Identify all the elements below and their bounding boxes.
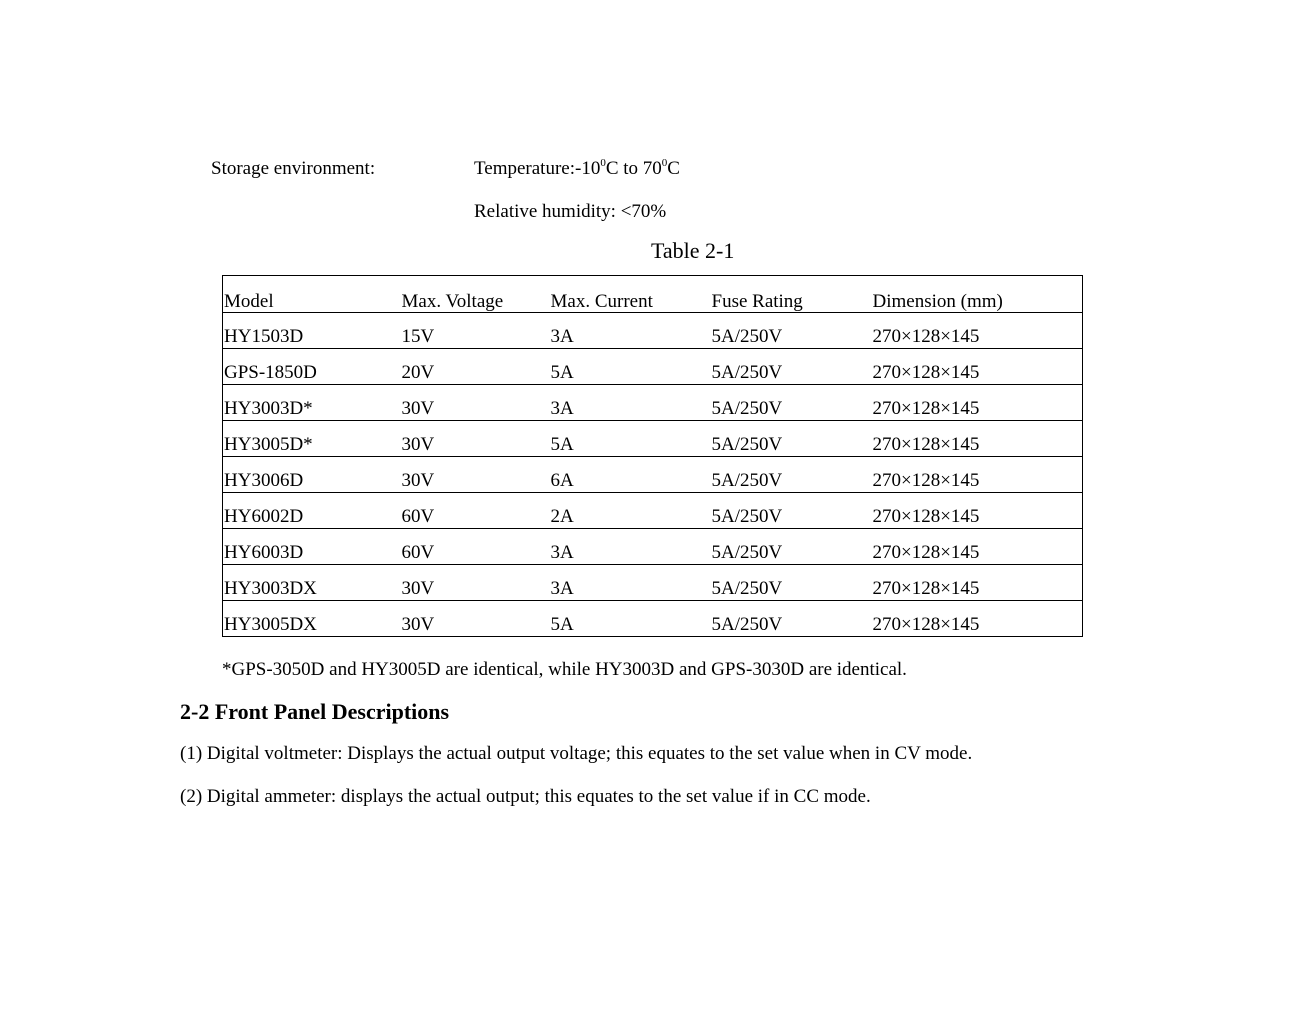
cell-model: HY1503D	[223, 313, 401, 349]
cell-model: HY6002D	[223, 493, 401, 529]
cell-max-current: 3A	[550, 565, 711, 601]
cell-model: GPS-1850D	[223, 349, 401, 385]
cell-max-voltage: 30V	[401, 601, 550, 637]
cell-max-current: 5A	[550, 421, 711, 457]
cell-max-voltage: 15V	[401, 313, 550, 349]
cell-max-voltage: 60V	[401, 493, 550, 529]
table-row	[223, 565, 1083, 601]
header-model: Model	[223, 276, 401, 313]
spec-table	[222, 275, 1083, 637]
description-digital-voltmeter: (1) Digital voltmeter: Displays the actual output voltage; this equates to the set value when in CV mode.	[180, 743, 973, 764]
header-fuse-rating: Fuse Rating	[711, 276, 872, 313]
storage-temperature: $Temperature:-10^0C$ to $70^0C$	[474, 157, 680, 179]
cell-dimension: 270×128×145	[872, 457, 1083, 493]
table-row	[223, 349, 1083, 385]
cell-fuse-rating: 5A/250V	[711, 457, 872, 493]
cell-fuse-rating: 5A/250V	[711, 565, 872, 601]
cell-model: HY3005D*	[223, 421, 401, 457]
cell-max-current: 5A	[550, 601, 711, 637]
cell-max-voltage: 30V	[401, 457, 550, 493]
cell-model: HY3006D	[223, 457, 401, 493]
header-max-current: Max. Current	[550, 276, 711, 313]
cell-max-current: 3A	[550, 385, 711, 421]
cell-dimension: 270×128×145	[872, 601, 1083, 637]
cell-fuse-rating: 5A/250V	[711, 349, 872, 385]
cell-dimension: 270×128×145	[872, 565, 1083, 601]
cell-fuse-rating: 5A/250V	[711, 493, 872, 529]
cell-fuse-rating: 5A/250V	[711, 421, 872, 457]
cell-max-current: 2A	[550, 493, 711, 529]
cell-fuse-rating: 5A/250V	[711, 313, 872, 349]
cell-dimension: 270×128×145	[872, 385, 1083, 421]
table-row	[223, 457, 1083, 493]
cell-model: HY3003DX	[223, 565, 401, 601]
cell-fuse-rating: 5A/250V	[711, 385, 872, 421]
cell-max-voltage: 30V	[401, 565, 550, 601]
table-row	[223, 421, 1083, 457]
table-row	[223, 385, 1083, 421]
cell-model: HY6003D	[223, 529, 401, 565]
cell-dimension: 270×128×145	[872, 421, 1083, 457]
cell-max-voltage: 60V	[401, 529, 550, 565]
cell-dimension: 270×128×145	[872, 349, 1083, 385]
description-digital-ammeter: (2) Digital ammeter: displays the actual output; this equates to the set value if in CC mode.	[180, 786, 871, 807]
cell-max-current: 3A	[550, 313, 711, 349]
cell-max-voltage: 30V	[401, 421, 550, 457]
cell-max-voltage: 20V	[401, 349, 550, 385]
section-heading: 2-2 Front Panel Descriptions	[180, 699, 450, 724]
cell-max-current: 6A	[550, 457, 711, 493]
table-header-row	[223, 276, 1083, 313]
cell-model: HY3003D*	[223, 385, 401, 421]
table-row	[223, 601, 1083, 637]
cell-dimension: 270×128×145	[872, 493, 1083, 529]
cell-max-voltage: 30V	[401, 385, 550, 421]
storage-humidity: Relative humidity: <70%	[474, 201, 667, 222]
cell-model: HY3005DX	[223, 601, 401, 637]
table-row	[223, 493, 1083, 529]
cell-max-current: 3A	[550, 529, 711, 565]
table-row	[223, 529, 1083, 565]
storage-environment-label: Storage environment:	[211, 158, 376, 179]
cell-max-current: 5A	[550, 349, 711, 385]
table-caption: Table 2-1	[651, 238, 735, 263]
cell-dimension: 270×128×145	[872, 529, 1083, 565]
cell-dimension: 270×128×145	[872, 313, 1083, 349]
header-dimension: Dimension (mm)	[872, 276, 1083, 313]
cell-fuse-rating: 5A/250V	[711, 529, 872, 565]
table-footnote: *GPS-3050D and HY3005D are identical, while HY3003D and GPS-3030D are identical.	[222, 659, 907, 680]
cell-fuse-rating: 5A/250V	[711, 601, 872, 637]
header-max-voltage: Max. Voltage	[401, 276, 550, 313]
table-row	[223, 313, 1083, 349]
